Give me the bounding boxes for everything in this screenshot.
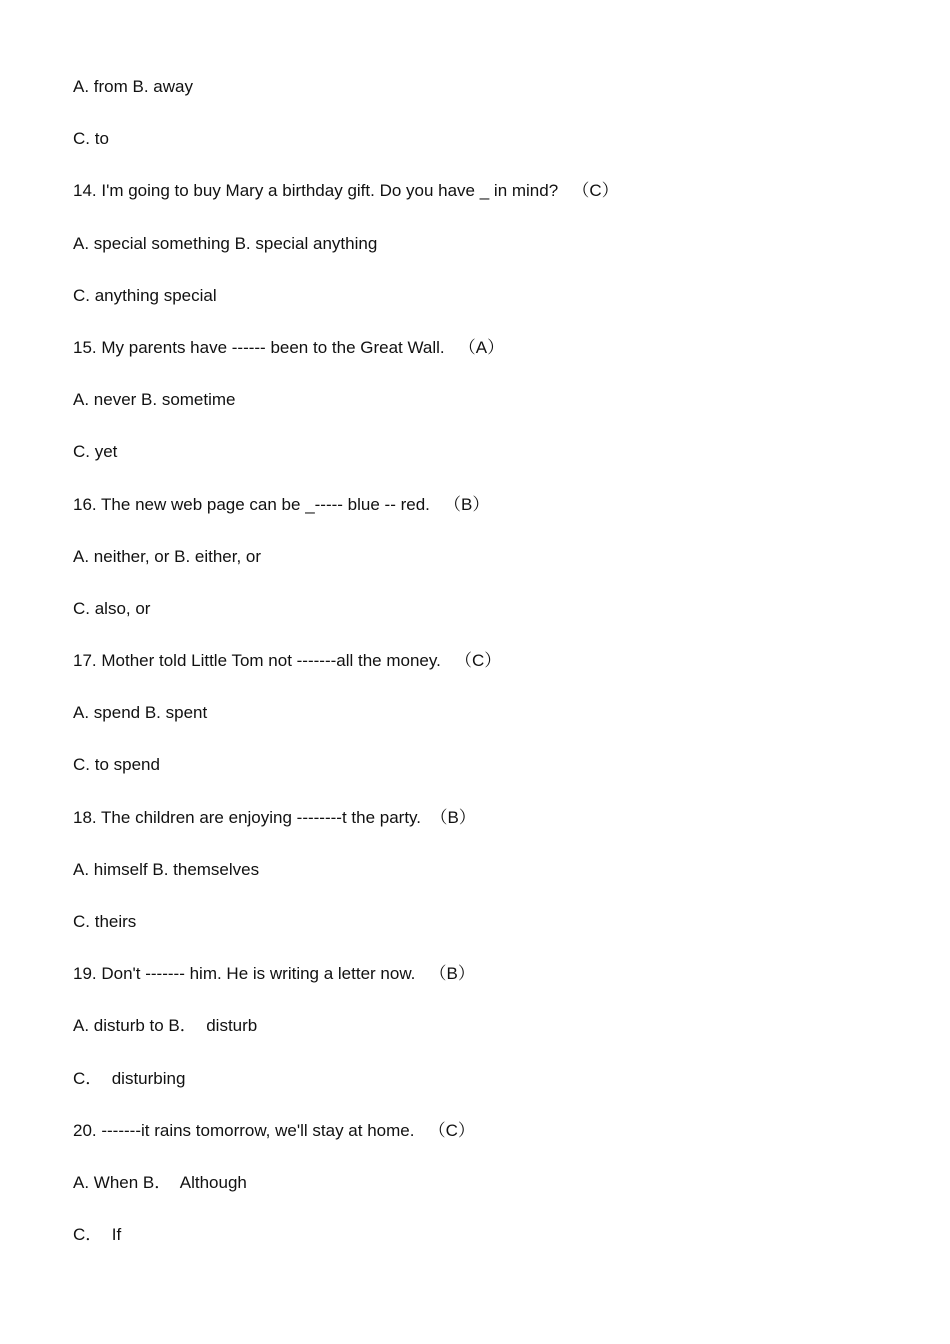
option-line-18c: C. theirs	[73, 912, 137, 931]
option-line-17ab: A. spend B. spent	[73, 703, 208, 723]
option-line-16c: C. also, or	[73, 598, 151, 618]
question-14: 14. I'm going to buy Mary a birthday gift. Do you have _ in mind? （C）	[73, 181, 619, 201]
option-line-20ab: A. When B． Although	[73, 1172, 247, 1192]
option-line-18ab: A. himself B. themselves	[73, 859, 260, 879]
question-18: 18. The children are enjoying --------t the party. （B）	[73, 807, 476, 827]
option-line-15ab: A. never B. sometime	[73, 390, 236, 410]
option-line-16ab: A. neither, or B. either, or	[73, 546, 262, 566]
question-20: 20. -------it rains tomorrow, we'll stay at home. （C）	[73, 1120, 475, 1140]
question-16: 16. The new web page can be _----- blue -- red. （B）	[73, 494, 490, 514]
option-line-17c: C. to spend	[73, 755, 160, 775]
question-19: 19. Don't ------- him. He is writing a letter now. （B）	[73, 964, 475, 984]
option-line-14c: C. anything special	[73, 285, 217, 305]
question-17: 17. Mother told Little Tom not -------all the money. （C）	[73, 651, 502, 671]
option-line-15c: C. yet	[73, 442, 118, 462]
option-line-13ab: A. from B. away	[73, 77, 193, 96]
option-line-13c: C. to	[73, 129, 109, 149]
question-15: 15. My parents have ------ been to the Great Wall. （A）	[73, 337, 505, 357]
option-line-20c: C． If	[73, 1225, 122, 1245]
option-line-19ab: A. disturb to B． disturb	[73, 1016, 258, 1036]
document-page	[73, 76, 893, 1276]
option-line-19c: C． disturbing	[73, 1068, 186, 1088]
option-line-14ab: A. special something B. special anything	[73, 233, 378, 253]
